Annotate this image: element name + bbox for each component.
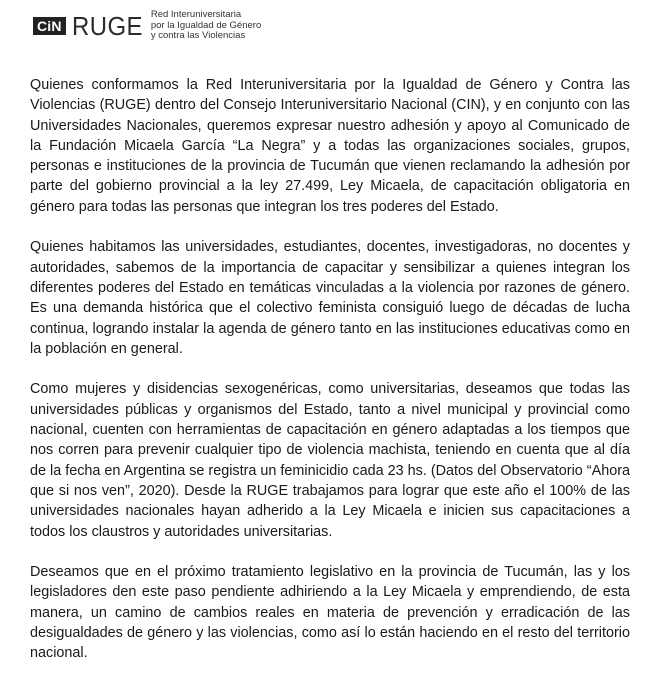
logo-subtitle-line: y contra las Violencias <box>150 30 246 41</box>
body-paragraph: Como mujeres y disidencias sexogenéricas, como universitarias, deseamos que todas las universidades públicas y organismos del Estado, tanto a nivel municipal y provincial como nacional, cuenten con herramientas de capacitación en género adaptadas a los tiempos que nos corren para prevenir cualquier tipo de violencia machista, teniendo en cuenta que al día de la fecha en Argentina se registra un feminicidio cada 23 hs. (Datos del Observatorio “Ahora que si nos ven”, 2020). Desde la RUGE trabajamos para lograr que este año el 100% de las universidades nacionales hayan adherido a la Ley Micaela e inicien sus capacitaciones a todos los claustros y autoridades universitarias. <box>30 381 630 540</box>
body-paragraph: Deseamos que en el próximo tratamiento legislativo en la provincia de Tucumán, las y los legisladores den este paso pendiente adhiriendo a la Ley Micaela y emprendiendo, de esta manera, un camino de cambios reales en materia de prevención y erradicación de las desigualdades de género y las violencias, como así lo están haciendo en el resto del territorio nacional. <box>30 564 630 662</box>
logo-subtitle-line: Red Interuniversitaria <box>150 9 242 20</box>
ruge-logo-subtitle <box>151 10 261 42</box>
body-paragraph: Quienes habitamos las universidades, estudiantes, docentes, investigadoras, no docentes y autoridades, sabemos de la importancia de capacitar y sensibilizar a quienes integran los diferentes poderes del Estado en temáticas vinculadas a la violencia por razones de género. Es una demanda histórica que el colectivo feminista consiguió luego de décadas de lucha continua, logrando instalar la agenda de género tanto en las instituciones educativas como en la población en general. <box>30 239 630 357</box>
ruge-logo <box>33 10 261 42</box>
body-paragraph: Quienes conformamos la Red Interuniversitaria por la Igualdad de Género y Contra las Violencias (RUGE) dentro del Consejo Interuniversitario Nacional (CIN), y en conjunto con las Universidades Nacionales, queremos expresar nuestro adhesión y apoyo al Comunicado de la Fundación Micaela García “La Negra” y a todas las organizaciones sociales, grupos, personas e instituciones de la provincia de Tucumán que vienen reclamando la adhesión por parte del gobierno provincial a la ley 27.499, Ley Micaela, de capacitación obligatoria en género para todas las personas que integran los tres poderes del Estado. <box>30 77 630 215</box>
cin-logo-badge: CiN <box>33 17 66 35</box>
ruge-logo-name: RUGE <box>71 10 143 41</box>
document-body <box>30 75 630 684</box>
logo-subtitle-line: por la Igualdad de Género <box>150 19 262 31</box>
